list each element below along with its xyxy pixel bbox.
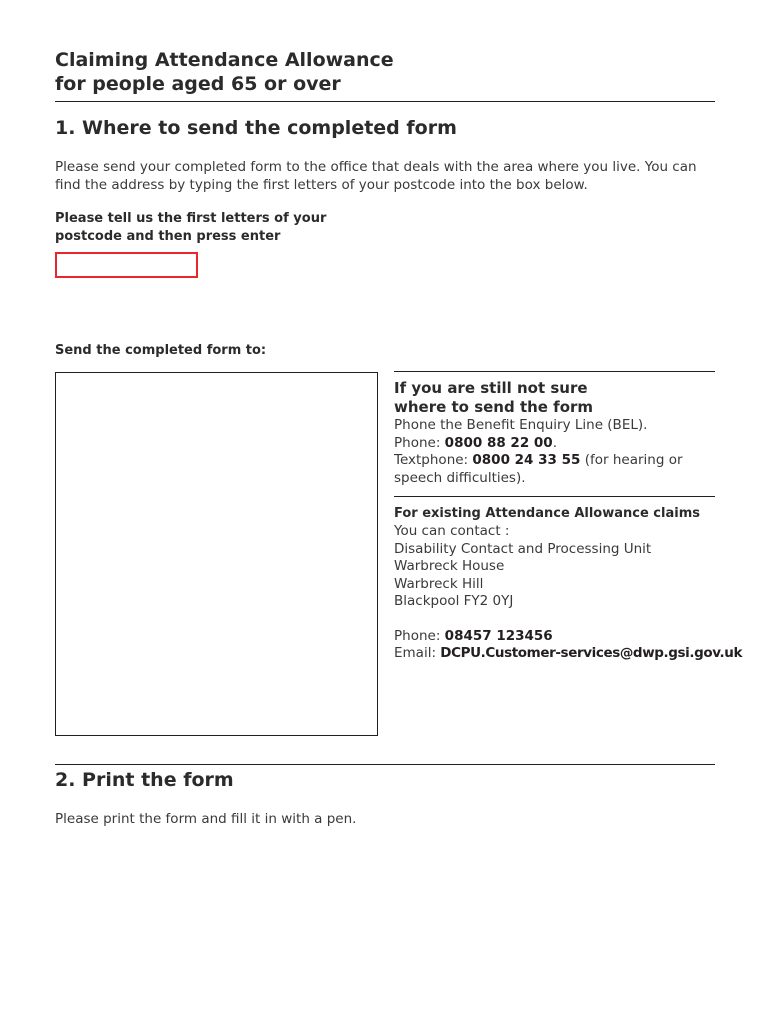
unit-email: [394, 645, 743, 663]
section1-intro-line1: Please send your completed form to the office that deals with the area where you live. You can: [55, 159, 697, 175]
postcode-label-line1: Please tell us the first letters of your: [55, 211, 327, 226]
bel-textphone: [394, 452, 716, 470]
unsure-heading-line1: If you are still not sure: [394, 379, 588, 397]
section2-divider: [55, 764, 715, 765]
unit-email-value: DCPU.Customer-services@dwp.gsi.gov.uk: [440, 645, 743, 661]
bel-phone-number: 0800 88 22 00: [444, 434, 553, 451]
textphone-label: Textphone:: [394, 452, 473, 468]
page-title-line2: for people aged 65 or over: [55, 73, 341, 95]
textphone-suffix: (for hearing or: [580, 452, 683, 468]
unsure-heading-line2: where to send the form: [394, 398, 594, 416]
section2-text: Please print the form and fill it in with a pen.: [55, 811, 357, 827]
unit-phone: [394, 628, 716, 646]
title-divider: [55, 101, 715, 102]
unit-phone-number: 08457 123456: [444, 627, 553, 644]
side-panel-mid-divider: [394, 496, 715, 497]
page-title: [55, 48, 394, 96]
textphone-number: 0800 24 33 55: [472, 452, 581, 468]
postcode-input[interactable]: [55, 252, 198, 278]
existing-claims-heading: For existing Attendance Allowance claims: [394, 506, 700, 521]
page-title-line1: Claiming Attendance Allowance: [55, 49, 394, 71]
unit-email-label: Email:: [394, 645, 441, 661]
postcode-label: [55, 210, 326, 246]
office-address-box: [55, 372, 378, 736]
unsure-heading: [394, 379, 716, 417]
address-line-2: Warbreck House: [394, 558, 505, 574]
section1-heading: 1. Where to send the completed form: [55, 117, 457, 139]
section1-intro: [55, 158, 725, 194]
address-line-3: Warbreck Hill: [394, 575, 484, 592]
bel-line: Phone the Benefit Enquiry Line (BEL).: [394, 417, 648, 433]
side-panel-top-divider: [394, 371, 715, 372]
unsure-panel: [394, 379, 716, 487]
postcode-label-line2: postcode and then press enter: [55, 229, 281, 244]
unit-phone-label: Phone:: [394, 627, 445, 644]
section1-intro-line2: find the address by typing the first letters of your postcode into the box below.: [55, 177, 588, 193]
address-line-1: Disability Contact and Processing Unit: [394, 540, 652, 557]
bel-phone: [394, 435, 716, 453]
bel-phone-label: Phone:: [394, 434, 445, 451]
address-line-4: Blackpool FY2 0YJ: [394, 593, 514, 609]
contact-intro: You can contact :: [394, 523, 510, 539]
textphone-line2: speech difficulties).: [394, 469, 526, 486]
send-to-label: Send the completed form to:: [55, 343, 267, 358]
section2-heading: 2. Print the form: [55, 769, 234, 791]
existing-claims-panel: [394, 505, 743, 663]
bel-phone-suffix: .: [552, 434, 558, 451]
